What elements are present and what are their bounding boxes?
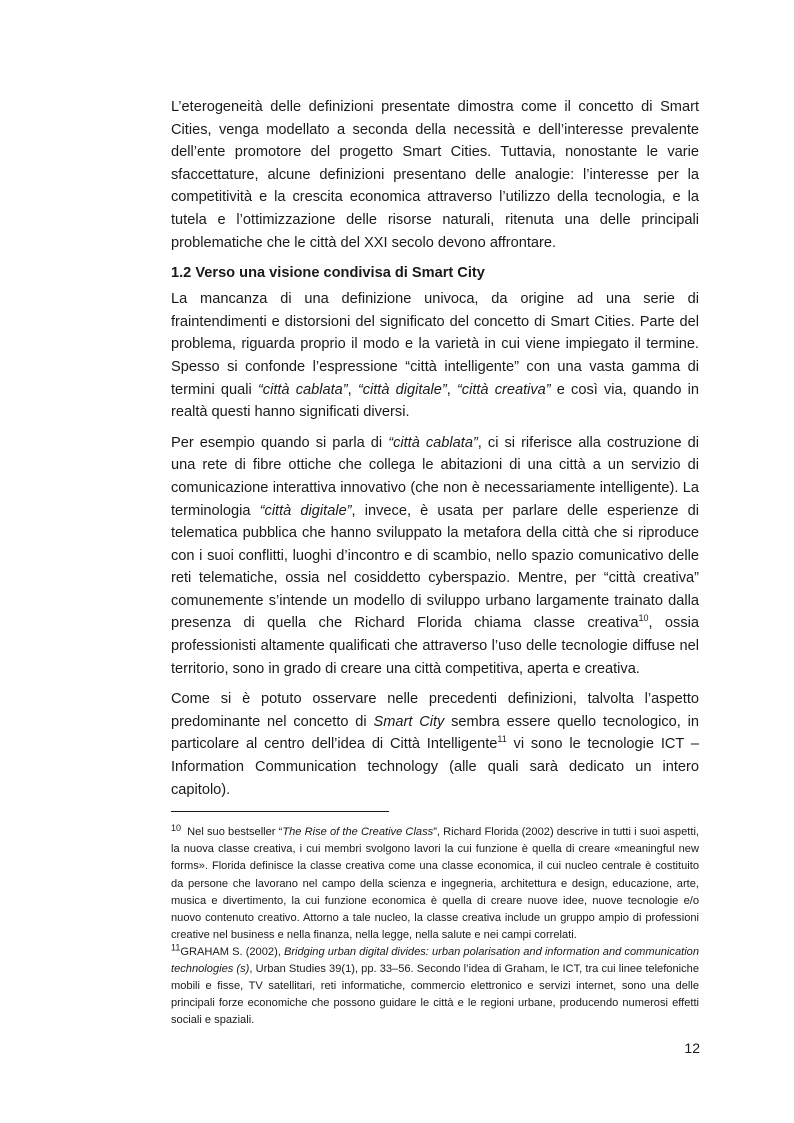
paragraph-technology-text: Come si è potuto osservare nelle precedenti definizioni, talvolta l’aspetto predominante nel concetto di bbox=[171, 691, 699, 730]
separator: , bbox=[347, 381, 358, 398]
paragraph-technology bbox=[171, 688, 699, 801]
paragraph-technology-text: vi sono le tecnologie ICT – Information Communication technology (alle quali sarà dedicato un intero capitolo). bbox=[171, 736, 699, 798]
section-heading: 1.2 Verso una visione condivisa di Smart City bbox=[171, 265, 485, 282]
footnote-book-title: The Rise of the Creative Class bbox=[282, 826, 434, 839]
paragraph-examples-text: , invece, è usata per parlare delle esperienze di telematica pubblica che hanno sviluppato la metafora della città che si riproduce con i suoi conflitti, luoghi d’incontro e di scambio, nello spazio comunicativo delle reti telematiche, ossia nel cosiddetto cyberspazio. Mentre, per “città creativa” comunemente s’intende un modello di sviluppo urbano largamente trainato dalla presenza di quella che Richard Florida chiama classe creativa bbox=[171, 502, 699, 632]
paragraph-technology-text: sembra essere quello tecnologico, in particolare al centro dell’idea di Città Intelligente bbox=[171, 713, 700, 753]
paragraph-examples-text: , ci si riferisce alla costruzione di una rete di fibre ottiche che collega le abitazioni di una città a un servizio di comunicazione interattiva innovativo (che non è necessariamente intelligente). La terminologia bbox=[171, 434, 699, 519]
term-citta-cablata: “città cablata” bbox=[257, 381, 348, 398]
paragraph-examples-text: , ossia professionisti altamente qualificati che attraverso l’uso delle tecnologie diffuse nel territorio, sono in grado di creare una città competitiva, aperta e creativa. bbox=[171, 615, 699, 677]
footnote-separator bbox=[171, 811, 389, 812]
footnote-article-title: Bridging urban digital divides: urban polarisation and information and communication technologies (s) bbox=[171, 945, 700, 975]
paragraph-examples-text: Per esempio quando si parla di bbox=[171, 434, 389, 451]
footnote-10 bbox=[171, 824, 699, 944]
paragraph-examples bbox=[171, 432, 699, 681]
term-smart-city: Smart City bbox=[373, 713, 445, 730]
term-citta-digitale: “città digitale” bbox=[259, 502, 352, 519]
paragraph-definitions-text: La mancanza di una definizione univoca, da origine ad una serie di fraintendimenti e distorsioni del significato del concetto di Smart Cities. Parte del problema, riguarda proprio il modo e la varietà in cui viene impiegato il termine. Spesso si confonde l’espressione “città intelligente” con una vasta gamma di termini quali bbox=[171, 291, 699, 398]
page-number: 12 bbox=[684, 1040, 700, 1056]
paragraph-definitions bbox=[171, 288, 699, 424]
term-citta-creativa: “città creativa” bbox=[456, 381, 551, 398]
term-citta-digitale: “città digitale” bbox=[357, 381, 447, 398]
separator: , bbox=[446, 381, 457, 398]
paragraph-intro bbox=[171, 96, 699, 254]
footnote-text: Nel suo bestseller “ bbox=[184, 826, 283, 839]
paragraph-definitions-end: e così via, quando in realtà questi hanno significati diversi. bbox=[171, 381, 700, 421]
footnote-text: , Urban Studies 39(1), pp. 33–56. Secondo l’idea di Graham, le ICT, tra cui linee telefoniche mobili e fisse, TV satellitari, reti informatiche, commercio elettronico e servizi internet, sono una delle principali forze economiche che possono guidare le città e le regioni urbane, producendo numerosi effetti sociali e spaziali. bbox=[171, 962, 699, 1027]
footnote-11 bbox=[171, 944, 699, 1029]
paragraph-intro-text: L’eterogeneità delle definizioni presentate dimostra come il concetto di Smart Cities, venga modellato a seconda della necessità e dell’interesse prevalente dell’ente promotore del progetto Smart Cities. Tuttavia, nonostante le varie sfaccettature, alcune definizioni presentano delle analogie: l’interesse per la competitività e la crescita economica attraverso l’utilizzo della tecnologia, e la tutela e l’ottimizzazione delle risorse naturali, ritenuta una delle principali problematiche che le città del XXI secolo devono affrontare. bbox=[171, 99, 699, 251]
footnote-ref-11[interactable]: 11 bbox=[497, 734, 507, 745]
footnote-text: GRAHAM S. (2002), bbox=[180, 945, 284, 958]
footnote-ref-10[interactable]: 10 bbox=[638, 613, 649, 624]
footnote-text: ”, Richard Florida (2002) descrive in tutti i suoi aspetti, la nuova classe creativa, i cui membri svolgono lavori la cui funzione è quella di creare «meaningful new forms». Florida definisce la classe creativa come una classe economica, il cui nucleo centrale è costituito da persone che lavorano nel campo della scienza e ingegneria, architettura e design, educazione, arte, musica e divertimento, la cui funzione economica è quella di creare nuove idee, nuove tecnologie e/o nuovo contenuto creativo. Attorno a tale nucleo, la classe creativa include un gruppo ampio di professioni creative nel business e nella finanza, nella legge, nella salute e nei campi correlati. bbox=[171, 826, 699, 941]
footnote-number: 10 bbox=[171, 822, 182, 833]
page-body bbox=[171, 96, 699, 1029]
term-citta-cablata: “città cablata” bbox=[388, 434, 478, 451]
footnote-number: 11 bbox=[171, 942, 181, 953]
